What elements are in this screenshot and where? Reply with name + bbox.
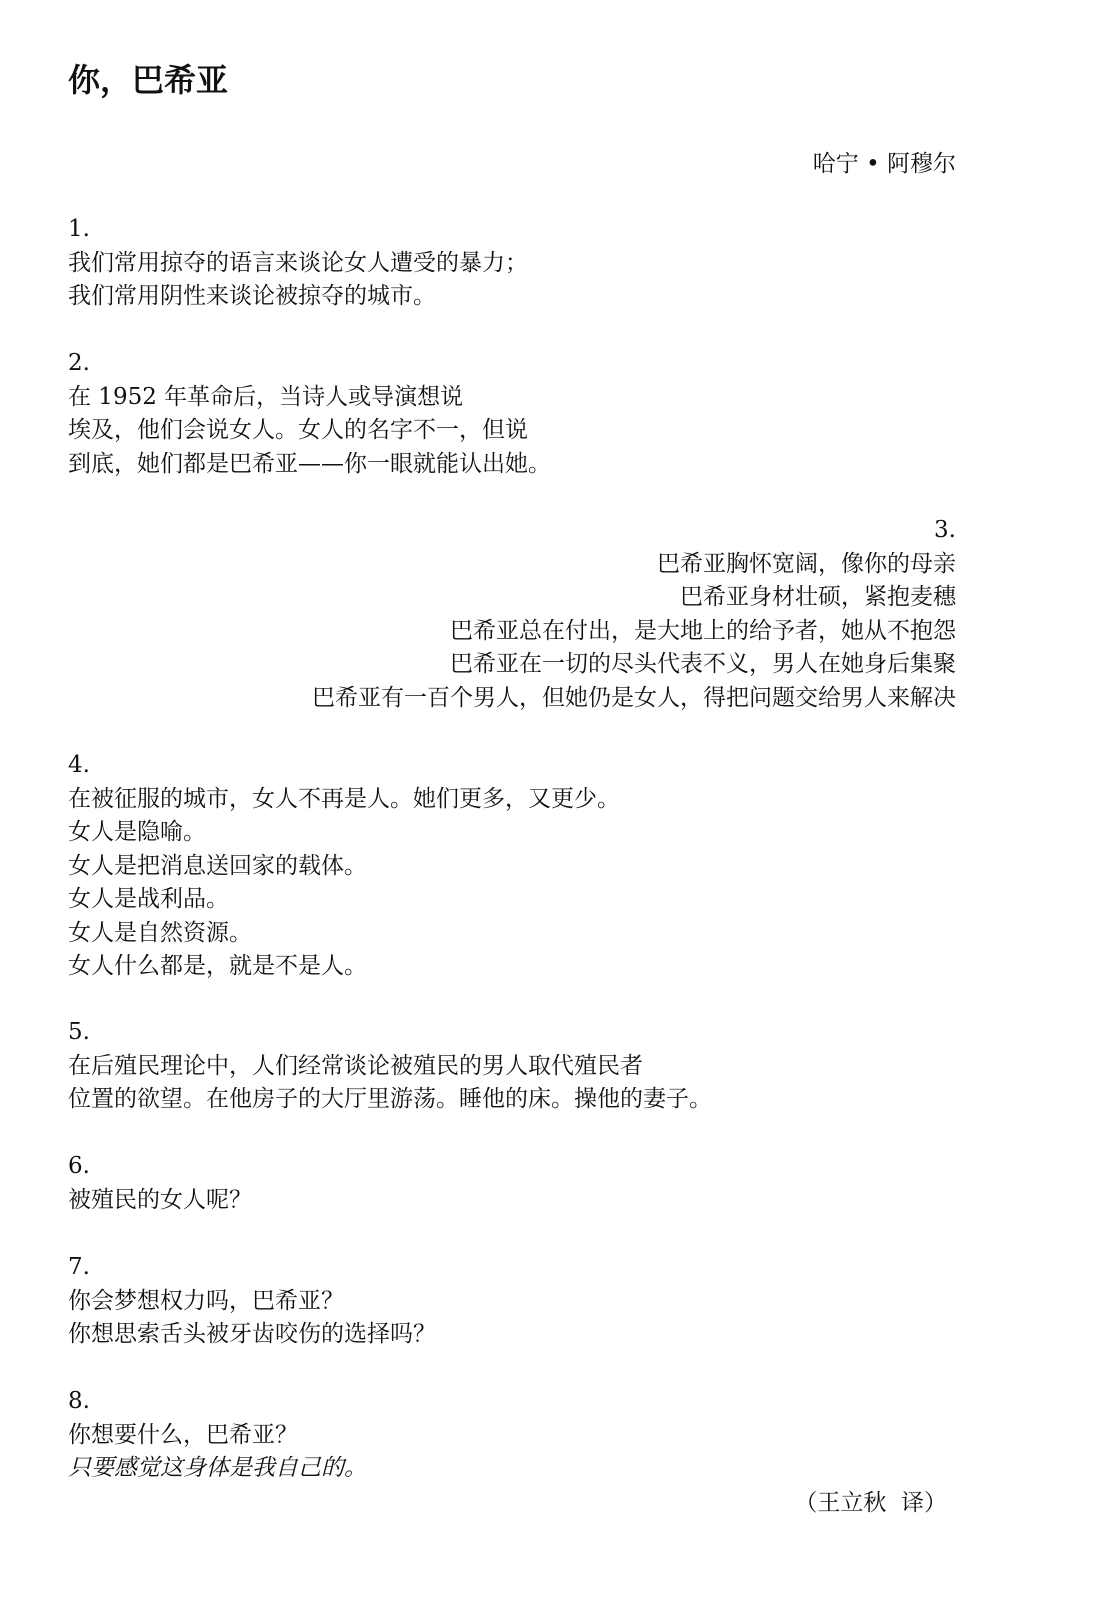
stanza-line: 你会梦想权力吗，巴希亚？ xyxy=(68,1287,344,1314)
stanza-number: 2. xyxy=(68,350,90,376)
stanza-line: 女人是把消息送回家的载体。 xyxy=(68,852,367,879)
stanza-line: 巴希亚身材壮硕，紧抱麦穗 xyxy=(680,584,956,610)
stanza-line: 在后殖民理论中，人们经常谈论被殖民的男人取代殖民者 xyxy=(68,1052,643,1079)
stanza-number: 4. xyxy=(68,752,90,778)
stanza-line: 巴希亚胸怀宽阔，像你的母亲 xyxy=(657,550,956,577)
stanza-line: 在 1952 年革命后，当诗人或导演想说 xyxy=(68,383,464,410)
stanza-line: 巴希亚总在付出，是大地上的给予者，她从不抱怨 xyxy=(450,617,956,644)
stanza-8 xyxy=(68,1385,958,1486)
stanza-line: 女人是战利品。 xyxy=(68,886,229,912)
stanza-line: 女人什么都是，就是不是人。 xyxy=(68,953,367,979)
stanza-number: 6. xyxy=(68,1153,90,1179)
poem-author: 哈宁 • 阿穆尔 xyxy=(812,151,956,177)
stanza-line: 女人是隐喻。 xyxy=(68,819,206,845)
stanza-2 xyxy=(68,347,958,481)
stanza-line: 埃及，他们会说女人。女人的名字不一，但说 xyxy=(68,417,528,443)
stanza-number: 7. xyxy=(68,1254,90,1280)
stanza-line: 位置的欲望。在他房子的大厅里游荡。睡他的床。操他的妻子。 xyxy=(68,1086,712,1112)
stanza-line-italic: 只要感觉这身体是我自己的。 xyxy=(68,1455,367,1481)
stanza-line: 在被征服的城市，女人不再是人。她们更多，又更少。 xyxy=(68,785,620,812)
stanza-line: 巴希亚有一百个男人，但她仍是女人，得把问题交给男人来解决 xyxy=(312,684,956,711)
translator-credit: （王立秋 译） xyxy=(794,1490,947,1516)
stanza-5 xyxy=(68,1016,958,1117)
stanza-line: 你想要什么，巴希亚？ xyxy=(68,1421,298,1448)
stanza-number: 8. xyxy=(68,1388,90,1414)
stanza-line: 你想思索舌头被牙齿咬伤的选择吗？ xyxy=(68,1321,436,1347)
stanza-line: 我们常用掠夺的语言来谈论女人遭受的暴力； xyxy=(68,249,528,276)
stanza-number: 3. xyxy=(934,517,956,543)
stanza-number: 5. xyxy=(68,1019,90,1045)
poem-title: 你，巴希亚 xyxy=(68,61,229,99)
stanza-line: 被殖民的女人呢？ xyxy=(68,1186,252,1213)
stanza-6 xyxy=(68,1150,958,1217)
stanza-7 xyxy=(68,1251,958,1352)
stanza-line: 女人是自然资源。 xyxy=(68,919,252,946)
stanza-number: 1. xyxy=(68,216,90,242)
stanza-line: 到底，她们都是巴希亚——你一眼就能认出她。 xyxy=(68,450,551,477)
stanza-3 xyxy=(66,514,956,715)
stanza-1 xyxy=(68,213,958,314)
stanza-4 xyxy=(68,749,958,984)
stanza-line: 巴希亚在一切的尽头代表不义，男人在她身后集聚 xyxy=(450,651,956,677)
stanza-line: 我们常用阴性来谈论被掠夺的城市。 xyxy=(68,283,436,309)
